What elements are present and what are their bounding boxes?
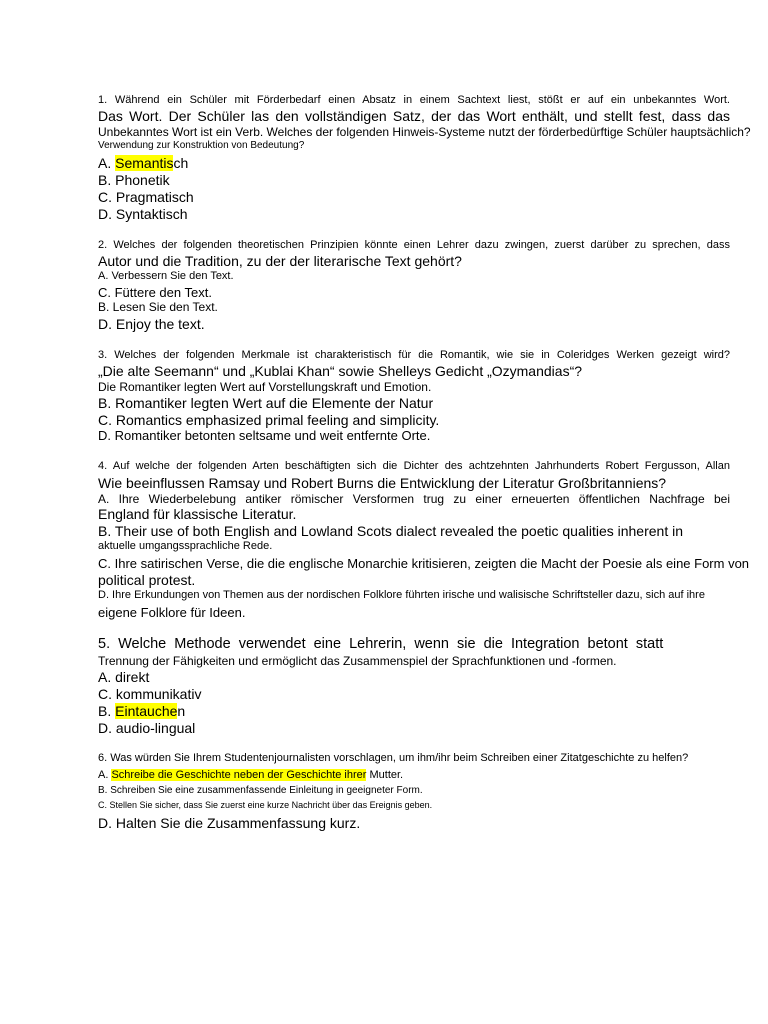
question-4-option-d-line-1: D. Ihre Erkundungen von Themen aus der nordischen Folklore führten irische und walisische Schriftsteller dazu, sich auf ihre bbox=[98, 588, 705, 601]
highlighted-answer: Schreibe die Geschichte neben der Geschichte ihrer bbox=[111, 768, 367, 781]
question-1-option-b: B. Phonetik bbox=[98, 172, 170, 189]
question-4 bbox=[98, 460, 750, 620]
question-1-line-2: Das Wort. Der Schüler las den vollständigen Satz, der das Wort enthält, und stellt fest, dass das bbox=[98, 108, 730, 125]
question-4-option-d-line-2: eigene Folklore für Ideen. bbox=[98, 604, 246, 620]
question-3-option-b: B. Romantiker legten Wert auf die Elemente der Natur bbox=[98, 394, 434, 411]
question-1-option-a bbox=[98, 155, 730, 172]
question-6 bbox=[98, 752, 730, 831]
question-1-line-1: 1. Während ein Schüler mit Förderbedarf einen Absatz in einem Sachtext liest, stößt er auf ein unbekanntes Wort. bbox=[98, 94, 730, 106]
question-4-option-b-line-2: aktuelle umgangssprachliche Rede. bbox=[98, 540, 273, 553]
question-3-option-c: C. Romantics emphasized primal feeling and simplicity. bbox=[98, 411, 440, 428]
question-6-option-c: C. Stellen Sie sicher, dass Sie zuerst eine kurze Nachricht über das Ereignis geben. bbox=[98, 799, 433, 810]
question-5-option-b bbox=[98, 703, 730, 720]
question-5-option-c: C. kommunikativ bbox=[98, 685, 202, 702]
question-6-line-1: 6. Was würden Sie Ihrem Studentenjournalisten vorschlagen, um ihm/ihr beim Schreiben einer Zitatgeschichte zu helfen? bbox=[98, 752, 689, 765]
question-1-option-c: C. Pragmatisch bbox=[98, 188, 194, 205]
option-b-rest: n bbox=[177, 702, 186, 719]
question-5-option-a: A. direkt bbox=[98, 669, 150, 686]
question-5 bbox=[98, 636, 730, 736]
option-a-rest: Mutter. bbox=[366, 768, 404, 781]
question-3-option-a: Die Romantiker legten Wert auf Vorstellungskraft und Emotion. bbox=[98, 379, 432, 394]
question-2-line-2: Autor und die Tradition, zu der der literarische Text gehört? bbox=[98, 252, 462, 269]
question-6-option-d: D. Halten Sie die Zusammenfassung kurz. bbox=[98, 814, 361, 831]
question-3-line-2: „Die alte Seemann“ und „Kublai Khan“ sowie Shelleys Gedicht „Ozymandias“? bbox=[98, 362, 583, 379]
option-a-prefix: A. bbox=[98, 155, 116, 172]
question-4-option-c-line-1: C. Ihre satirischen Verse, die die englische Monarchie kritisieren, zeigten die Macht der Poesie als eine Form von bbox=[98, 556, 750, 572]
question-4-option-a-line-1: A. Ihre Wiederbelebung antiker römischer Versformen trug zu einer erneuerten öffentlichen Nachfrage bei bbox=[98, 492, 730, 507]
question-1-line-3: Unbekanntes Wort ist ein Verb. Welches der folgenden Hinweis-Systeme nutzt der förderbedürftige Schüler hauptsächlich? bbox=[98, 124, 751, 139]
question-2-option-c: C. Füttere den Text. bbox=[98, 284, 212, 300]
question-3-line-1: 3. Welches der folgenden Merkmale ist charakteristisch für die Romantik, wie sie in Coleridges Werken gezeigt wird? bbox=[98, 348, 730, 361]
question-3 bbox=[98, 349, 730, 445]
question-4-line-2: Wie beeinflussen Ramsay und Robert Burns die Entwicklung der Literatur Großbritanniens? bbox=[98, 475, 667, 492]
question-1 bbox=[98, 94, 751, 223]
option-a-prefix: A. bbox=[98, 768, 112, 781]
document-page bbox=[98, 94, 751, 831]
question-4-option-c-line-2: political protest. bbox=[98, 571, 196, 588]
highlighted-answer: Eintauche bbox=[115, 702, 178, 719]
question-2-line-1: 2. Welches der folgenden theoretischen Prinzipien könnte einen Lehrer dazu zwingen, zuerst darüber zu sprechen, dass bbox=[98, 238, 730, 251]
question-4-option-a-line-2: England für klassische Literatur. bbox=[98, 506, 297, 523]
question-6-option-b: B. Schreiben Sie eine zusammenfassende Einleitung in geeigneter Form. bbox=[98, 784, 423, 796]
question-2-option-b: B. Lesen Sie den Text. bbox=[98, 300, 218, 315]
option-b-prefix: B. bbox=[98, 702, 116, 719]
question-4-option-b-line-1: B. Their use of both English and Lowland Scots dialect revealed the poetic qualities inherent in bbox=[98, 523, 683, 540]
question-3-option-d: D. Romantiker betonten seltsame und weit entfernte Orte. bbox=[98, 428, 431, 444]
option-a-rest: ch bbox=[173, 155, 189, 172]
question-2-option-d: D. Enjoy the text. bbox=[98, 315, 205, 332]
question-5-line-1: 5. Welche Methode verwendet eine Lehrerin, wenn sie die Integration betont statt bbox=[98, 636, 664, 653]
question-1-line-4: Verwendung zur Konstruktion von Bedeutung? bbox=[98, 140, 305, 152]
question-4-line-1: 4. Auf welche der folgenden Arten beschäftigten sich die Dichter des achtzehnten Jahrhunderts Robert Fergusson, Allan bbox=[98, 460, 730, 473]
question-2 bbox=[98, 239, 730, 333]
question-6-option-a bbox=[98, 769, 730, 782]
question-1-option-d: D. Syntaktisch bbox=[98, 205, 188, 222]
question-2-option-a: A. Verbessern Sie den Text. bbox=[98, 269, 234, 282]
question-5-line-2: Trennung der Fähigkeiten und ermöglicht das Zusammenspiel der Sprachfunktionen und -formen. bbox=[98, 653, 617, 668]
highlighted-answer: Semantis bbox=[115, 155, 174, 172]
question-5-option-d: D. audio-lingual bbox=[98, 719, 196, 736]
